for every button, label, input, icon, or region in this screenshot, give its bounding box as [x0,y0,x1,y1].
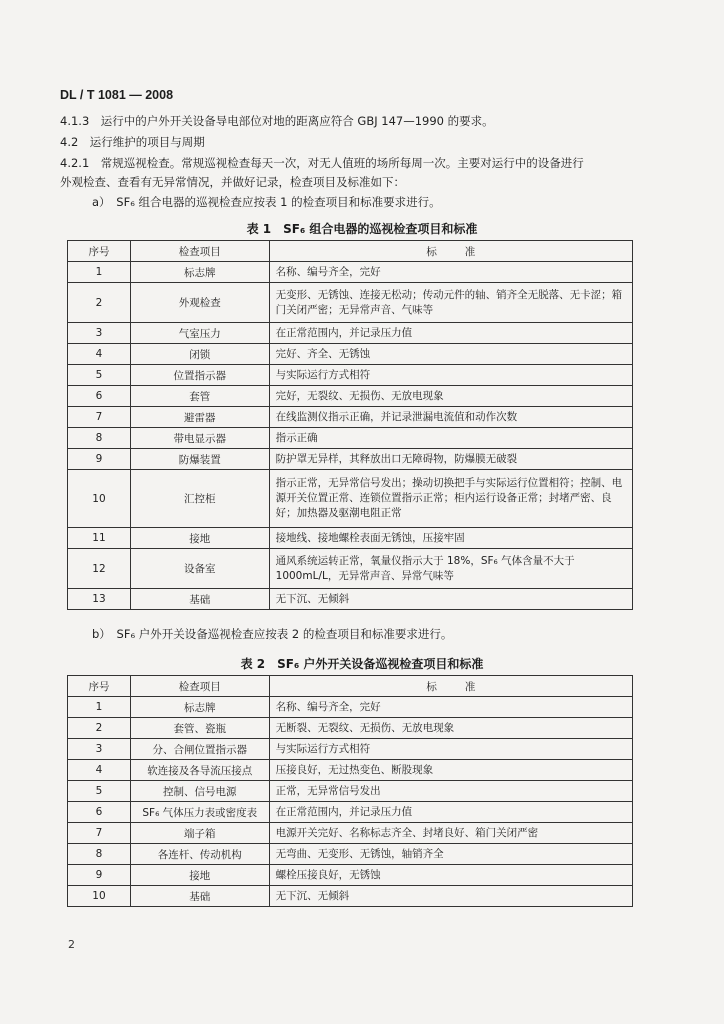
table2-cell-check-item: 套管、瓷瓶 [130,718,269,739]
table1-row [68,428,633,449]
table1-row [68,386,633,407]
clause-4-2-1-line1: 4.2.1 常规巡视检查。常规巡视检查每天一次，对无人值班的场所每周一次。主要对运行中的设备进行 [60,156,584,170]
table1-cell-row-number: 4 [68,344,131,365]
table2-row [68,760,633,781]
table2-cell-row-number: 4 [68,760,131,781]
table2-cell-row-number: 8 [68,844,131,865]
table2-cell-check-item: 端子箱 [130,823,269,844]
table2-cell-row-number: 10 [68,886,131,907]
table2-row [68,802,633,823]
table1-cell-standard: 防护罩无异样，其释放出口无障碍物，防爆膜无破裂 [269,449,632,470]
table1-header-row [68,241,633,262]
table1-cell-check-item: 避雷器 [130,407,269,428]
table1-cell-standard: 在线监测仪指示正确，并记录泄漏电流值和动作次数 [269,407,632,428]
table1-cell-row-number: 11 [68,528,131,549]
table1-cell-check-item: 套管 [130,386,269,407]
table1-header-no: 序号 [68,241,131,262]
table2-cell-standard: 压接良好，无过热变色、断股现象 [269,760,632,781]
table1-cell-check-item: 防爆装置 [130,449,269,470]
table2-row [68,718,633,739]
clause-4-1-3: 4.1.3 运行中的户外开关设备导电部位对地的距离应符合 GBJ 147—1990 的要求。 [60,114,494,128]
table2-cell-row-number: 1 [68,697,131,718]
section-heading-4-2: 4.2 运行维护的项目与周期 [60,135,205,149]
table1-cell-row-number: 9 [68,449,131,470]
table2-cell-standard: 在正常范围内，并记录压力值 [269,802,632,823]
clause-4-2-1-line2: 外观检查、查看有无异常情况，并做好记录，检查项目及标准如下： [60,175,405,189]
table1-cell-row-number: 6 [68,386,131,407]
table1-cell-row-number: 8 [68,428,131,449]
table1-cell-standard: 指示正确 [269,428,632,449]
table2-row [68,697,633,718]
table2-row [68,844,633,865]
table1-row [68,449,633,470]
table1-cell-standard: 指示正常，无异常信号发出；操动切换把手与实际运行位置相符；控制、电源开关位置正常、连锁位置指示正常；柜内运行设备正常；封堵严密、良好；加热器及驱潮电阻正常 [269,470,632,528]
table1-cell-check-item: 外观检查 [130,283,269,323]
table1-cell-row-number: 10 [68,470,131,528]
table2-cell-check-item: 标志牌 [130,697,269,718]
table2-row [68,781,633,802]
table1-cell-standard: 与实际运行方式相符 [269,365,632,386]
table2-cell-standard: 与实际运行方式相符 [269,739,632,760]
table1-cell-row-number: 12 [68,549,131,589]
table2-cell-standard: 无弯曲、无变形、无锈蚀，轴销齐全 [269,844,632,865]
table2-cell-standard: 正常，无异常信号发出 [269,781,632,802]
table2-cell-standard: 名称、编号齐全，完好 [269,697,632,718]
table2-caption: 表 2 SF₆ 户外开关设备巡视检查项目和标准 [240,657,484,671]
table2-row [68,739,633,760]
table1-cell-standard: 无下沉、无倾斜 [269,589,632,610]
table2-cell-check-item: 基础 [130,886,269,907]
table2-header-standard: 标准 [269,676,632,697]
item-b: b） SF₆ 户外开关设备巡视检查应按表 2 的检查项目和标准要求进行。 [92,627,453,641]
table2-cell-check-item: SF₆ 气体压力表或密度表 [130,802,269,823]
table2-cell-row-number: 2 [68,718,131,739]
table2-cell-check-item: 各连杆、传动机构 [130,844,269,865]
table1-cell-check-item: 汇控柜 [130,470,269,528]
table1-cell-standard: 通风系统运转正常，氧量仪指示大于 18%，SF₆ 气体含量不大于 1000mL/L，无异常声音、异常气味等 [269,549,632,589]
table2-cell-check-item: 分、合闸位置指示器 [130,739,269,760]
table1-cell-row-number: 5 [68,365,131,386]
table1-row [68,470,633,528]
table2-cell-check-item: 控制、信号电源 [130,781,269,802]
item-a: a） SF₆ 组合电器的巡视检查应按表 1 的检查项目和标准要求进行。 [92,195,441,209]
table1-cell-check-item: 气室压力 [130,323,269,344]
table1-cell-check-item: 闭锁 [130,344,269,365]
table1-cell-row-number: 2 [68,283,131,323]
table1-cell-check-item: 标志牌 [130,262,269,283]
table1-cell-standard: 完好，无裂纹、无损伤、无放电现象 [269,386,632,407]
table2-row [68,886,633,907]
table1-row [68,407,633,428]
table1-row [68,365,633,386]
table1-cell-standard: 完好、齐全、无锈蚀 [269,344,632,365]
table1-cell-check-item: 基础 [130,589,269,610]
table2-row [68,865,633,886]
table1-cell-row-number: 3 [68,323,131,344]
table1-header-standard: 标准 [269,241,632,262]
table1-cell-row-number: 13 [68,589,131,610]
table2-cell-row-number: 6 [68,802,131,823]
table2-cell-standard: 无断裂、无裂纹、无损伤、无放电现象 [269,718,632,739]
table1-cell-check-item: 带电显示器 [130,428,269,449]
table1-cell-check-item: 位置指示器 [130,365,269,386]
table2 [67,675,633,907]
table1-row [68,344,633,365]
table1-caption: 表 1 SF₆ 组合电器的巡视检查项目和标准 [246,222,478,236]
table2-row [68,823,633,844]
table2-cell-row-number: 9 [68,865,131,886]
table1-row [68,589,633,610]
table2-cell-check-item: 软连接及各导流压接点 [130,760,269,781]
table1 [67,240,633,610]
table1-header-item: 检查项目 [130,241,269,262]
table2-header-item: 检查项目 [130,676,269,697]
table1-row [68,262,633,283]
table1-row [68,549,633,589]
table2-cell-check-item: 接地 [130,865,269,886]
table1-row [68,323,633,344]
table1-cell-row-number: 7 [68,407,131,428]
table1-row [68,283,633,323]
table1-cell-standard: 接地线、接地螺栓表面无锈蚀，压接牢固 [269,528,632,549]
table1-cell-row-number: 1 [68,262,131,283]
table2-cell-standard: 螺栓压接良好，无锈蚀 [269,865,632,886]
table2-cell-row-number: 5 [68,781,131,802]
table1-cell-standard: 名称、编号齐全，完好 [269,262,632,283]
table1-cell-check-item: 设备室 [130,549,269,589]
table2-cell-row-number: 7 [68,823,131,844]
table2-cell-standard: 无下沉、无倾斜 [269,886,632,907]
table2-header-no: 序号 [68,676,131,697]
page-number: 2 [68,938,75,951]
table2-cell-standard: 电源开关完好、名称标志齐全、封堵良好、箱门关闭严密 [269,823,632,844]
table2-header-row [68,676,633,697]
table1-row [68,528,633,549]
document-header: DL / T 1081 — 2008 [60,88,174,102]
table1-cell-check-item: 接地 [130,528,269,549]
table2-cell-row-number: 3 [68,739,131,760]
table1-cell-standard: 无变形、无锈蚀、连接无松动；传动元件的轴、销齐全无脱落、无卡涩；箱门关闭严密；无异常声音、气味等 [269,283,632,323]
table1-cell-standard: 在正常范围内，并记录压力值 [269,323,632,344]
